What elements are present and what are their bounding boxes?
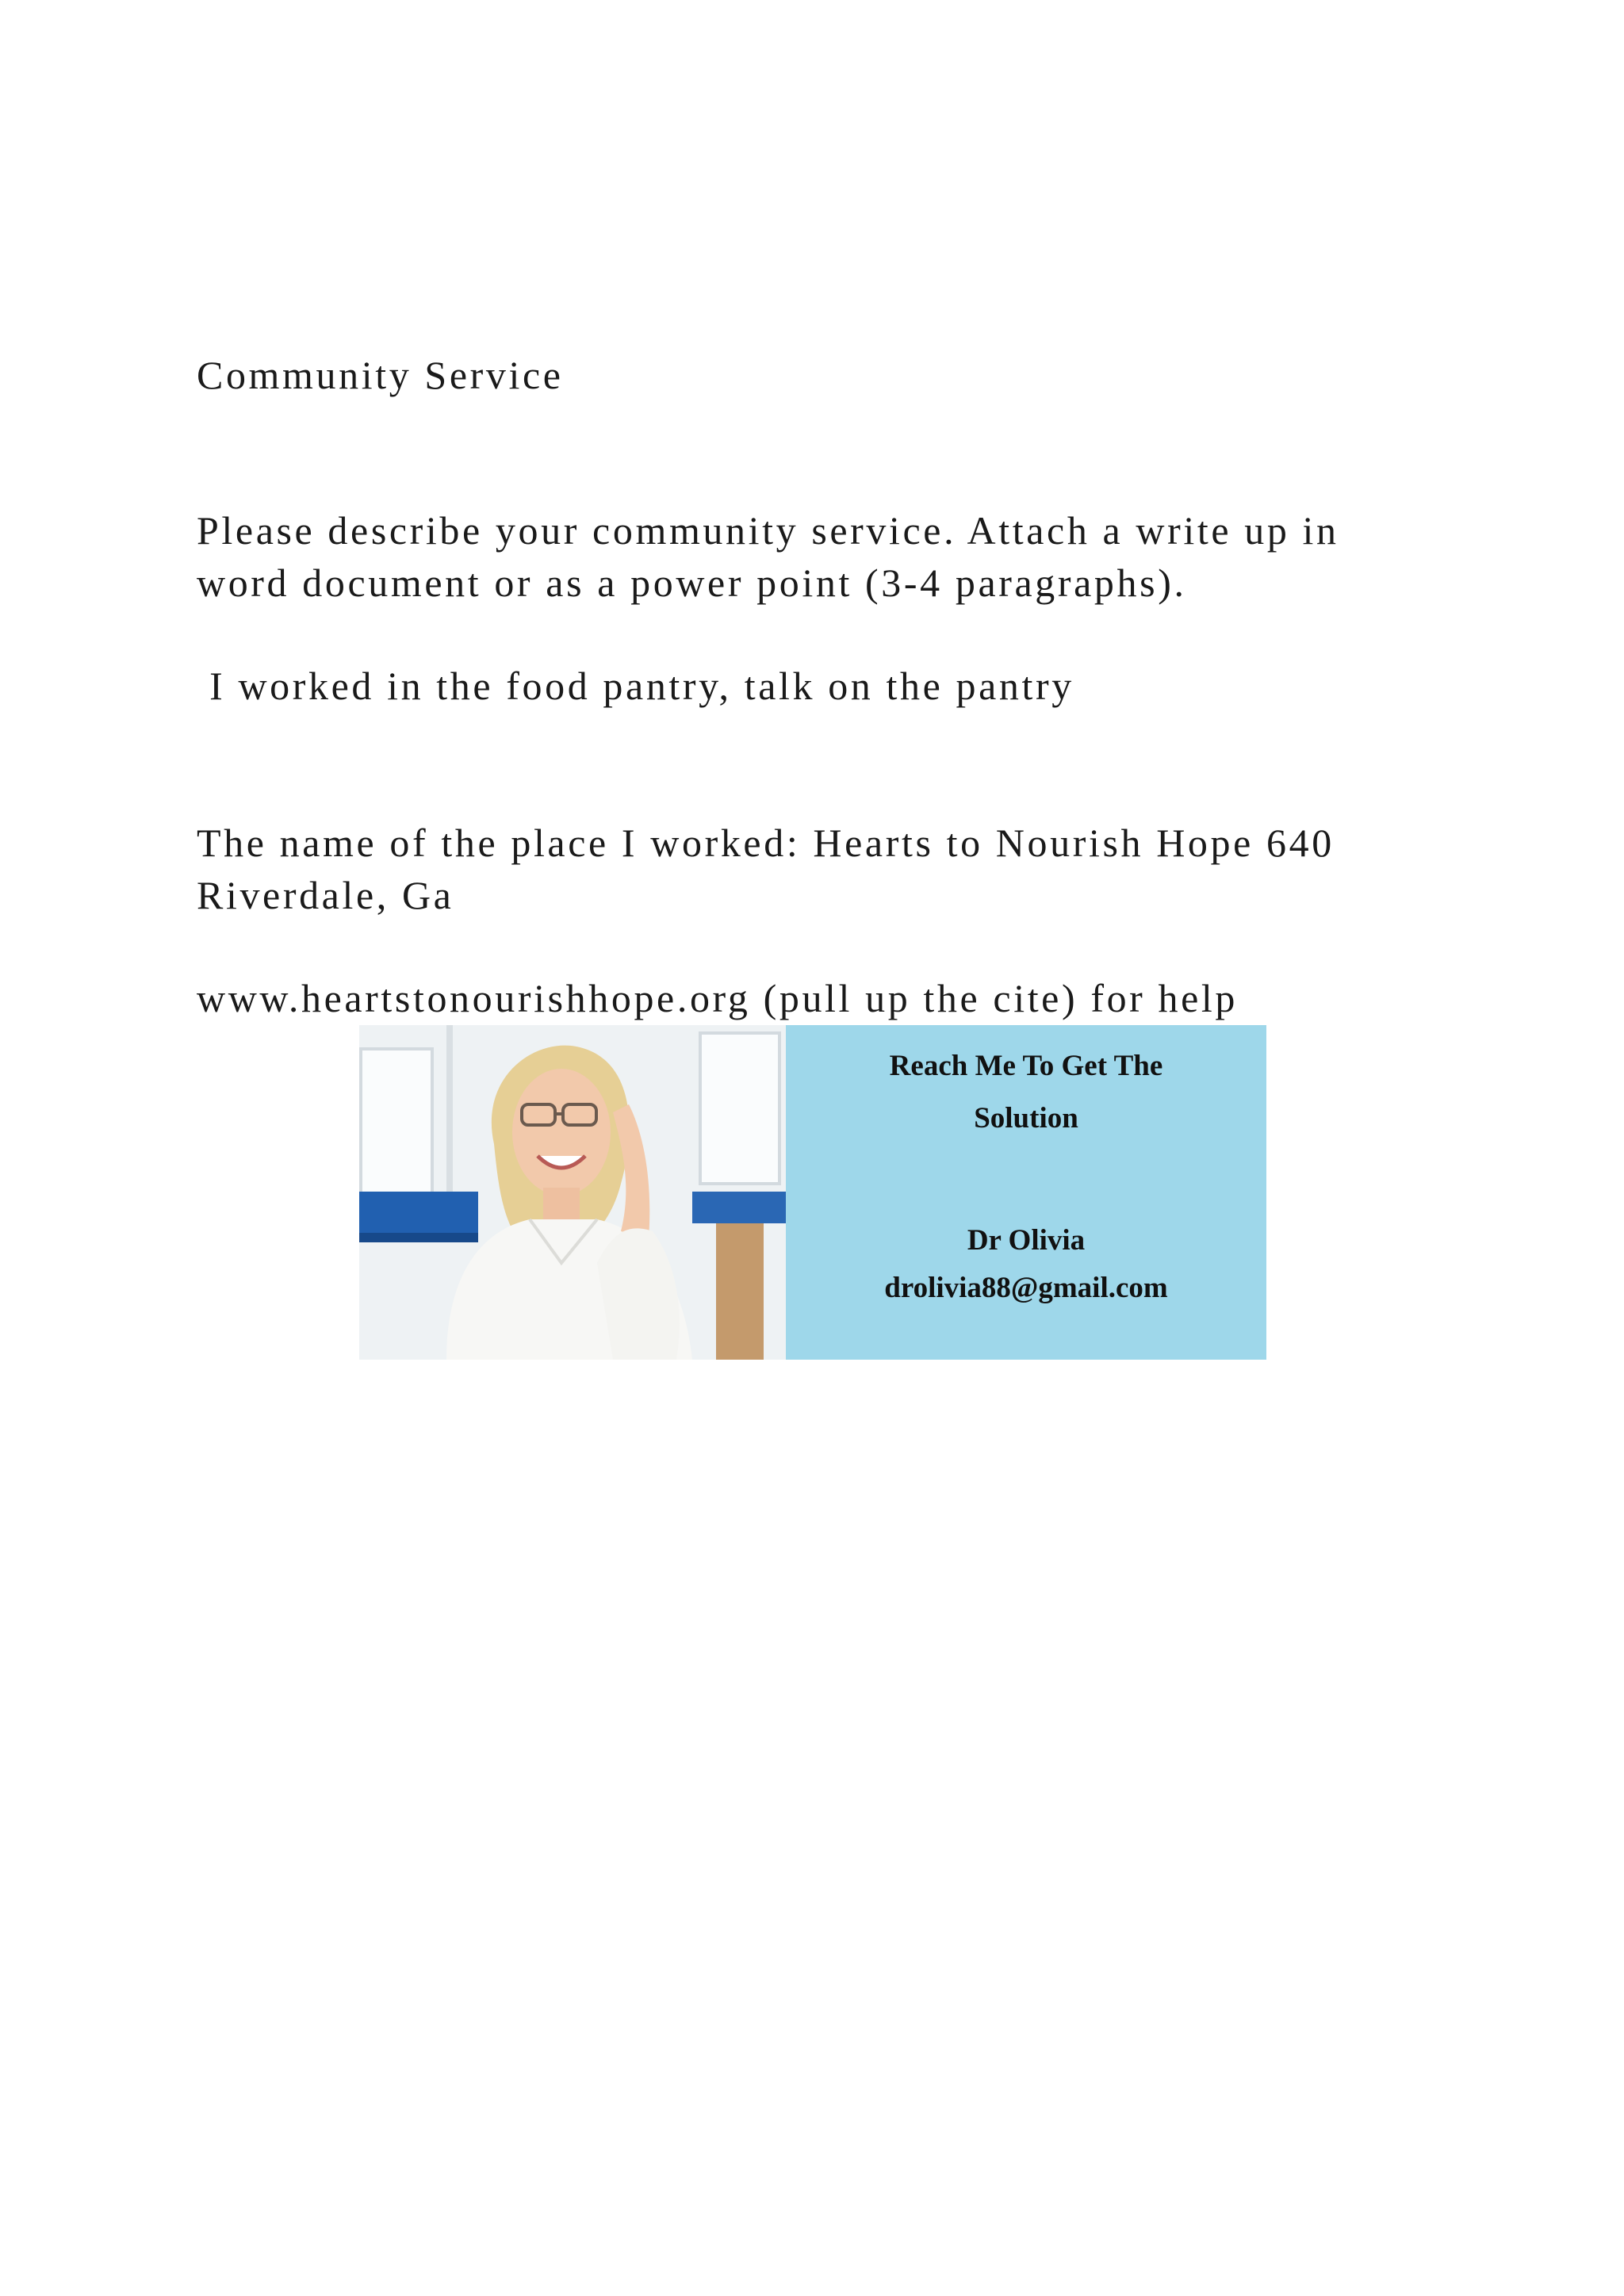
photo-illustration [359,1025,786,1360]
promo-banner [359,1025,1266,1360]
place-text-line-1: The name of the place I worked: Hearts to Nourish Hope 640 [197,821,1335,865]
place-text-line-2: Riverdale, Ga [197,873,454,917]
contact-panel [786,1025,1266,1360]
prompt-text-line-1: Please describe your community service. Attach a write up in [197,508,1339,553]
woman-with-glasses-photo [359,1025,786,1360]
banner-headline-line-2: Solution [974,1102,1078,1135]
answer-text: I worked in the food pantry, talk on the pantry [197,664,1074,708]
banner-headline-line-1: Reach Me To Get The [889,1050,1163,1082]
document-title: Community Service [197,353,564,397]
contact-email: drolivia88@gmail.com [884,1272,1168,1304]
prompt-text-line-2: word document or as a power point (3-4 paragraphs). [197,561,1187,605]
website-text: www.heartstonourishhope.org (pull up the cite) for help [197,976,1239,1020]
contact-name: Dr Olivia [967,1224,1086,1257]
